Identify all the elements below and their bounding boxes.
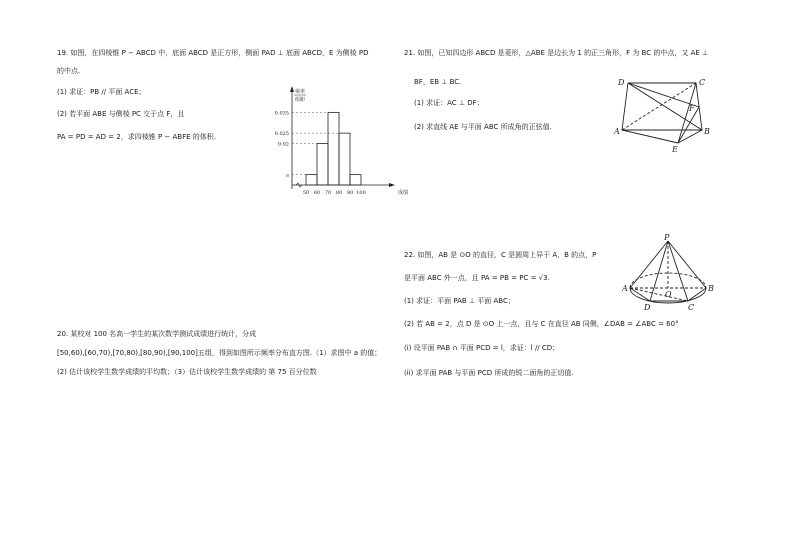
q19-part1: (1) 求证：PB // 平面 ACE； xyxy=(57,88,146,96)
cone-figure xyxy=(622,233,717,311)
q22-part2: (2) 若 AB = 2，点 D 是 ⊙O 上一点，且与 C 在直径 AB 同侧，∠DAB = ∠ABC = 60° xyxy=(404,320,679,328)
fig21-label-D: D xyxy=(618,78,625,87)
q22-stem-line2: 是平面 ABC 外一点，且 PA = PB = PC = √3. xyxy=(404,274,550,282)
q19-part2-condition: PA = PD = AD = 2，求四棱锥 P − ABFE 的体积. xyxy=(57,133,217,141)
q21-stem-line2: BF，EB ⊥ BC. xyxy=(414,78,462,86)
frequency-histogram xyxy=(250,82,410,207)
fig22-label-P: P xyxy=(664,233,670,242)
q22-part1: (1) 求证：平面 PAB ⊥ 平面 ABC； xyxy=(404,297,515,305)
y-tick-label: 0.02 xyxy=(277,141,289,148)
q22-part2-ii: (ii) 求平面 PAB 与平面 PCD 所成的锐二面角的正切值. xyxy=(404,369,574,377)
histogram-bar xyxy=(328,112,339,185)
fig22-label-O: O xyxy=(665,290,672,299)
x-tick-label: 50 xyxy=(302,190,310,196)
histogram-bar xyxy=(339,133,350,185)
x-tick-label: 60 xyxy=(313,190,321,196)
y-axis-label-bottom: 组距 xyxy=(294,97,306,103)
q22-part2-i: (i) 设平面 PAB ∩ 平面 PCD = l，求证：l // CD； xyxy=(404,344,560,352)
fig22-label-A: A xyxy=(622,284,628,293)
q20-stem-line1: 20. 某校对 100 名高一学生的某次数学测试成绩进行统计，分成 xyxy=(57,330,257,338)
y-tick-label: 0.035 xyxy=(274,110,289,117)
fig21-label-A: A xyxy=(614,127,620,136)
y-axis-label-top: 频率 xyxy=(294,89,306,95)
q21-part2: (2) 求直线 AE 与平面 ABC 所成角的正弦值. xyxy=(414,123,552,131)
q19-part2: (2) 若平面 ABE 与侧棱 PC 交于点 F，且 xyxy=(57,110,185,118)
fig21-label-B: B xyxy=(704,127,710,136)
q19-stem-line2: 的中点. xyxy=(57,67,81,75)
fig21-label-C: C xyxy=(699,78,706,87)
fig21-label-E: E xyxy=(672,145,678,154)
x-axis-label: 成绩 xyxy=(398,190,409,196)
fig22-label-D: D xyxy=(644,303,651,311)
x-axis-arrow xyxy=(389,183,395,187)
histogram-bar xyxy=(350,175,361,185)
rhombus-triangle-figure xyxy=(612,75,712,155)
y-tick-label: 0.025 xyxy=(274,131,289,138)
histogram-bar xyxy=(306,175,317,185)
q21-stem-line1: 21. 如图，已知四边形 ABCD 是菱形，△ABE 是边长为 1 的正三角形，F 为 BC 的中点，又 AE ⊥ xyxy=(404,49,709,57)
fig22-label-B: B xyxy=(708,284,714,293)
x-tick-label: 90 xyxy=(346,190,354,196)
q21-part1: (1) 求证：AC ⊥ DF； xyxy=(414,99,484,107)
x-tick-label: 70 xyxy=(324,190,332,196)
y-axis-arrow xyxy=(290,86,294,92)
q20-stem-line3: (2) 估计该校学生数学成绩的平均数；（3）估计该校学生数学成绩的 第 75 百分位数 xyxy=(57,368,317,376)
fig22-label-C: C xyxy=(688,303,695,311)
fig21-label-F: F xyxy=(689,104,695,113)
q20-stem-line2: [50,60),[60,70),[70,80),[80,90),[90,100]五组，得到如图所示频率分布直方图.（1）求图中 a 的值； xyxy=(57,349,382,357)
q19-stem-line1: 19. 如图，在四棱锥 P − ABCD 中，底面 ABCD 是正方形，侧面 PAD ⊥ 底面 ABCD，E 为侧棱 PD xyxy=(57,49,369,57)
y-tick-label: a xyxy=(286,172,289,179)
histogram-bar xyxy=(317,144,328,186)
x-tick-label: 80 xyxy=(335,190,343,196)
q22-stem-line1: 22. 如图，AB 是 ⊙O 的直径，C 是圆周上异于 A，B 的点，P xyxy=(404,251,597,259)
x-tick-label: 100 xyxy=(356,190,366,196)
